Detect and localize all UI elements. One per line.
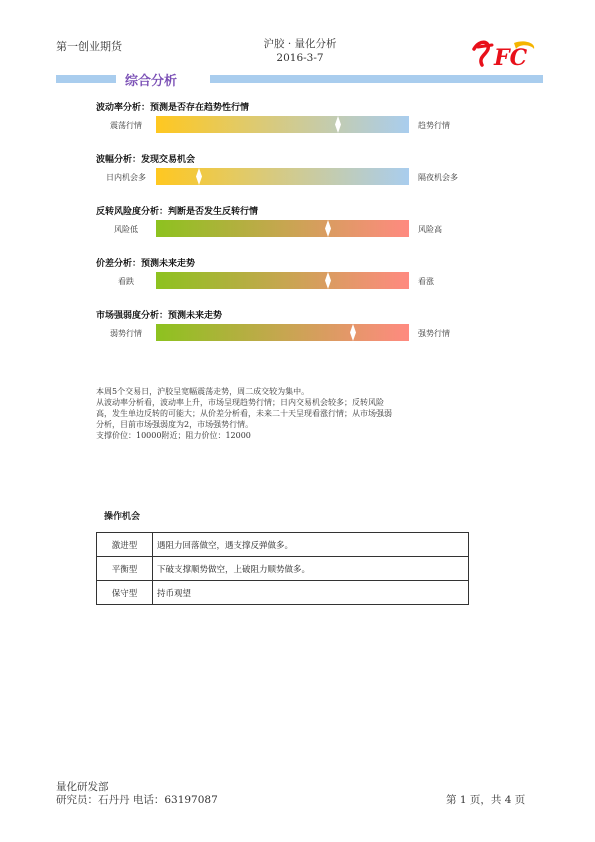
indicator-marker [195, 168, 203, 185]
company-name: 第一创业期货 [56, 40, 122, 53]
logo-text: FC [494, 45, 528, 71]
strategy-type: 激进型 [97, 533, 153, 557]
indicator-left-label: 弱势行情 [110, 329, 142, 338]
strategy-type: 平衡型 [97, 557, 153, 581]
indicator-marker [324, 272, 332, 289]
indicator-title: 波幅分析：发现交易机会 [96, 155, 196, 165]
indicator-left-label: 看跌 [118, 277, 134, 286]
summary-line: 从波动率分析看，波动率上升，市场呈现趋势行情；日内交易机会较多；反转风险 [96, 398, 384, 407]
indicator-title: 价差分析：预测未来走势 [96, 259, 196, 269]
indicator-gradient-bar [156, 220, 409, 237]
strategy-text: 遇阻力回落做空，遇支撑反弹做多。 [153, 533, 469, 557]
section-bar-left [56, 75, 116, 83]
table-row [97, 581, 469, 605]
footer-page-number: 第 1 页，共 4 页 [446, 794, 526, 806]
indicator-marker [334, 116, 342, 133]
indicator-left-label: 日内机会多 [106, 173, 146, 182]
indicator-right-label: 风险高 [418, 225, 442, 234]
operations-title: 操作机会 [104, 512, 141, 522]
indicator-left-label: 震荡行情 [110, 121, 142, 130]
summary-line: 分析，目前市场强弱度为2，市场强势行情。 [96, 420, 254, 429]
summary-text [96, 386, 476, 441]
report-title: 沪胶 · 量化分析 [263, 38, 337, 50]
section-title: 综合分析 [125, 74, 178, 89]
summary-line: 支撑价位：10000附近；阻力价位：12000 [96, 431, 251, 440]
summary-line: 本周5个交易日，沪胶呈宽幅震荡走势，周二成交较为集中。 [96, 387, 310, 396]
indicator-gradient-bar [156, 324, 409, 341]
section-bar-right [210, 75, 543, 83]
footer-department: 量化研发部 [56, 781, 109, 793]
company-logo [470, 35, 540, 75]
indicator-gradient-bar [156, 168, 409, 185]
indicator-title: 市场强弱度分析：预测未来走势 [96, 311, 223, 321]
indicator-gradient-bar [156, 116, 409, 133]
indicator-right-label: 看涨 [418, 277, 434, 286]
report-date: 2016-3-7 [276, 52, 324, 64]
indicator-left-label: 风险低 [114, 225, 138, 234]
indicator-gradient-bar [156, 272, 409, 289]
indicator-title: 波动率分析：预测是否存在趋势性行情 [96, 103, 250, 113]
summary-line: 高，发生单边反转的可能大；从价差分析看，未来二十天呈现看涨行情；从市场强弱 [96, 409, 392, 418]
indicator-marker [324, 220, 332, 237]
operations-table [96, 532, 469, 605]
footer-researcher: 研究员：石丹丹 电话：63197087 [56, 794, 218, 806]
report-header [240, 37, 360, 65]
indicator-marker [349, 324, 357, 341]
indicator-right-label: 强势行情 [418, 329, 450, 338]
strategy-type: 保守型 [97, 581, 153, 605]
strategy-text: 下破支撑顺势做空，上破阻力顺势做多。 [153, 557, 469, 581]
indicator-right-label: 趋势行情 [418, 121, 450, 130]
indicator-right-label: 隔夜机会多 [418, 173, 458, 182]
table-row [97, 557, 469, 581]
indicator-title: 反转风险度分析：判断是否发生反转行情 [96, 207, 259, 217]
strategy-text: 持币观望 [153, 581, 469, 605]
table-row [97, 533, 469, 557]
